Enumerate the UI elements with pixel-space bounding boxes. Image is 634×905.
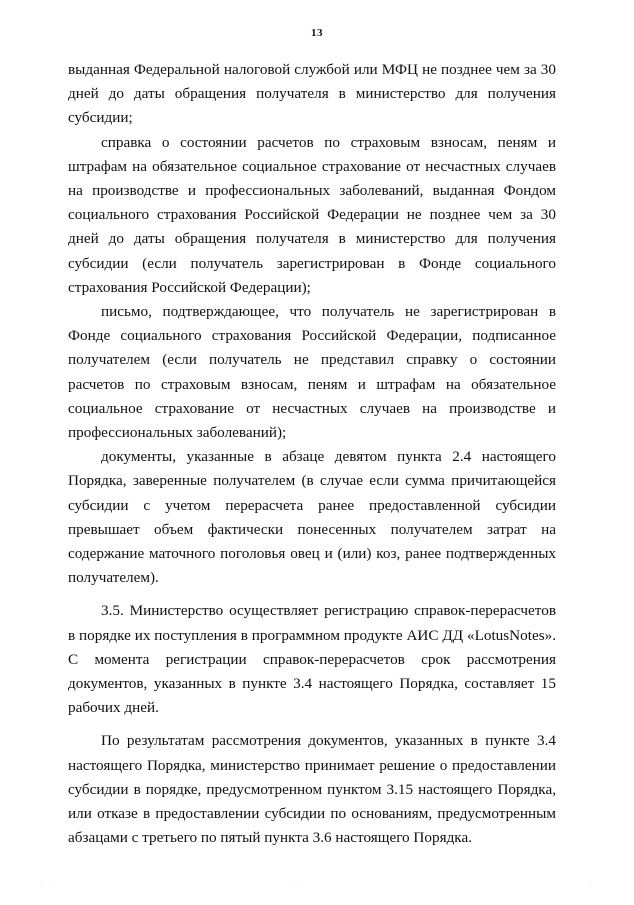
scan-noise: · · xyxy=(290,880,302,886)
document-body xyxy=(68,58,556,851)
paragraph-review-results: По результатам рассмотрения документов, указанных в пункте 3.4 настоящего Порядка, министерство принимает решение о предоставлении субсидии в порядке, предусмотренном пунктом 3.15 настоящего Порядка, или отказе в предоставлении субсидии по основаниям, предусмотренным абзацами с третьего по пятый пункта 3.6 настоящего Порядка. xyxy=(68,732,556,847)
page-number: 13 xyxy=(311,27,323,39)
paragraph-section-3-5: 3.5. Министерство осуществляет регистрацию справок-перерасчетов в порядке их поступления в программном продукте АИС ДД «LotusNotes». С момента регистрации справок-перерасчетов срок рассмотрения документов, указанных в пункте 3.4 настоящего Порядка, составляет 15 рабочих дней. xyxy=(68,602,556,717)
scan-noise: · · · xyxy=(40,880,59,886)
paragraph-letter-not-registered: письмо, подтверждающее, что получатель не зарегистрирован в Фонде социального страхования Российской Федерации, подписанное получателем (если получатель не представил справку о состоянии расчетов по страховым взносам, пеням и штрафам на обязательное социальное страхование от несчастных случаев на производстве и профессиональных заболеваний); xyxy=(68,303,556,442)
scan-noise: · xyxy=(590,880,594,886)
paragraph-continuation: выданная Федеральной налоговой службой или МФЦ не позднее чем за 30 дней до даты обращения получателя в министерство для получения субсидии; xyxy=(68,61,556,127)
paragraph-insurance-certificate: справка о состоянии расчетов по страховым взносам, пеням и штрафам на обязательное социальное страхование от несчастных случаев на производстве и профессиональных заболеваний, выданная Фондом социального страхования Российской Федерации не позднее чем за 30 дней до даты обращения получателя в министерство для получения субсидии (если получатель зарегистрирован в Фонде социального страхования Российской Федерации); xyxy=(68,133,556,296)
paragraph-documents-certified: документы, указанные в абзаце девятом пункта 2.4 настоящего Порядка, заверенные получателем (в случае если сумма причитающейся субсидии с учетом перерасчета ранее предоставленной субсидии превышает объем фактически понесенных получателем затрат на содержание маточного поголовья овец и (или) коз, ранее подтвержденных получателем). xyxy=(68,448,556,587)
